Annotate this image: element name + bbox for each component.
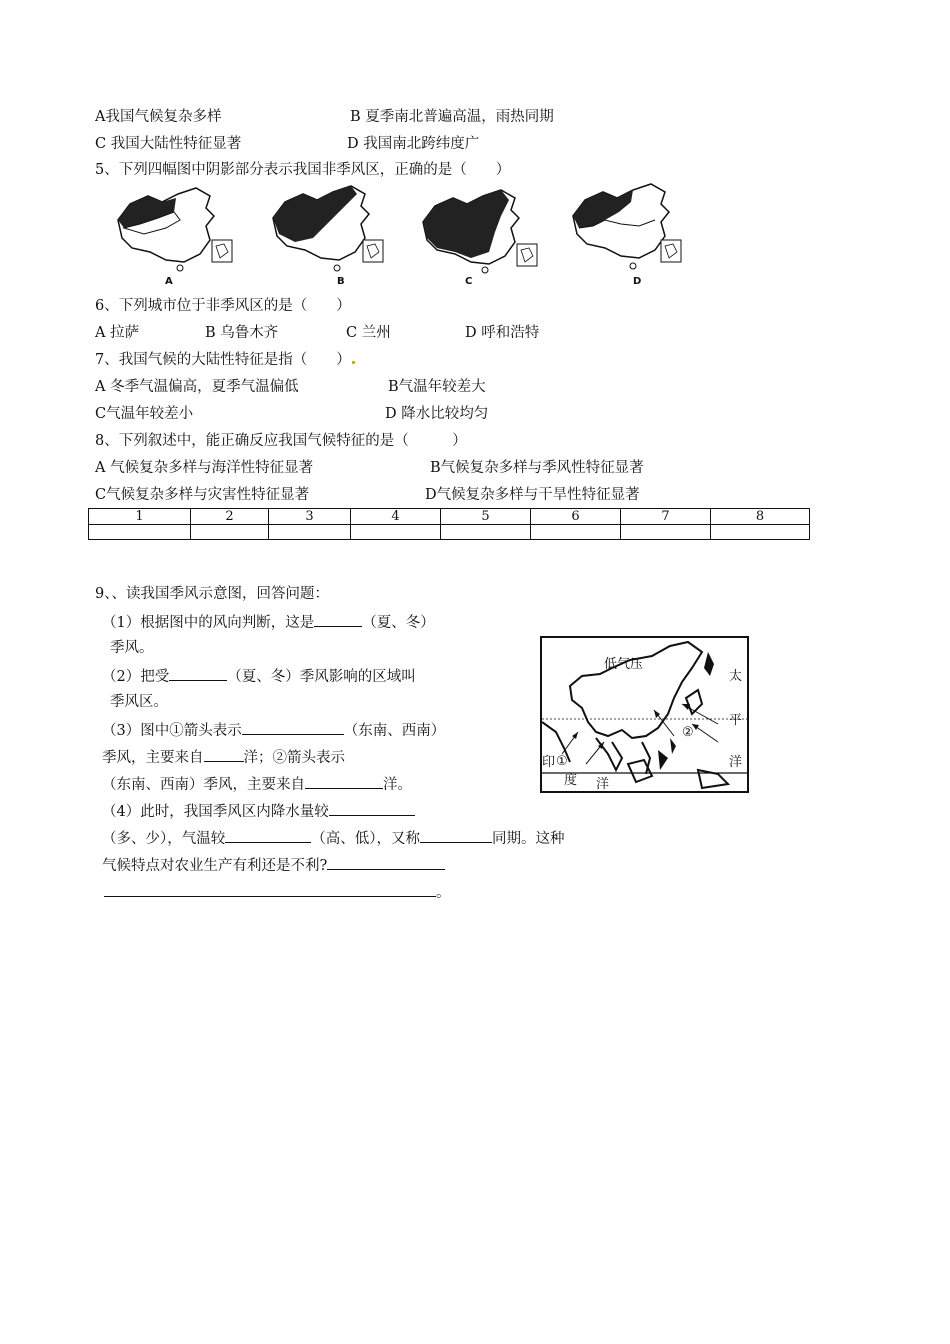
q9-text: 洋。	[383, 777, 412, 793]
q4-option-a: A我国气候复杂多样	[95, 109, 222, 125]
q9-text: 气候特点对农业生产有利还是不利?	[102, 858, 328, 874]
map-label-a: A	[165, 276, 173, 287]
monsoon-map	[540, 636, 749, 793]
answer-cell[interactable]	[269, 525, 351, 540]
map-option-d[interactable]	[565, 182, 695, 287]
map-label-c: C	[465, 276, 473, 287]
answer-header: 7	[621, 509, 711, 525]
answer-table	[88, 508, 810, 540]
answer-table-header-row	[89, 509, 810, 525]
q7-option-c: C气温年较差小	[95, 406, 194, 422]
q7-option-d: D 降水比较均匀	[385, 406, 489, 422]
q9-text: 季风，主要来自	[102, 750, 204, 766]
answer-cell[interactable]	[531, 525, 621, 540]
answer-blank[interactable]	[327, 854, 445, 870]
answer-blank[interactable]	[169, 665, 227, 681]
china-map-icon	[110, 182, 240, 277]
q9-part1-line1	[102, 611, 435, 633]
q9-part4-line1	[102, 800, 415, 822]
q9-stem: 9、、读我国季风示意图，回答问题：	[95, 586, 329, 602]
q9-text: （3）图中①箭头表示	[102, 723, 242, 739]
answer-blank[interactable]	[314, 611, 362, 627]
q8-stem: 8、下列叙述中，能正确反应我国气候特征的是（ ）	[95, 433, 467, 449]
q9-text: （2）把受	[102, 669, 170, 685]
q9-text: 同期。这种	[492, 831, 565, 847]
q9-text: （4）此时，我国季风区内降水量较	[102, 804, 329, 820]
answer-blank[interactable]	[242, 719, 344, 735]
answer-blank[interactable]	[305, 773, 383, 789]
map-label-b: B	[337, 276, 345, 287]
answer-cell[interactable]	[351, 525, 441, 540]
q9-part4-line4	[104, 881, 451, 903]
answer-blank[interactable]	[204, 746, 244, 762]
q9-part2-line1	[102, 665, 416, 687]
answer-header: 4	[351, 509, 441, 525]
q9-part3-line2	[102, 746, 345, 768]
q9-text: （多、少），气温较	[102, 831, 226, 847]
answer-cell[interactable]	[441, 525, 531, 540]
q7-stem	[95, 350, 356, 370]
china-map-icon	[265, 182, 395, 277]
q9-text: （东南、西南）	[343, 723, 446, 739]
answer-cell[interactable]	[711, 525, 810, 540]
q9-text: （东南、西南）季风，主要来自	[102, 777, 305, 793]
q6-option-c: C 兰州	[346, 325, 391, 341]
answer-cell[interactable]	[191, 525, 269, 540]
q6-stem: 6、下列城市位于非季风区的是（ ）	[95, 298, 351, 314]
q9-part4-line2	[102, 827, 565, 849]
indian-label-2: 度	[564, 773, 578, 788]
arrow-2-label: ②	[682, 725, 694, 740]
answer-header: 5	[441, 509, 531, 525]
low-pressure-label: 低气压	[604, 657, 644, 672]
map-option-b[interactable]	[265, 182, 395, 287]
answer-header: 1	[89, 509, 191, 525]
q9-part3-line1	[102, 719, 445, 741]
q5-stem: 5、下列四幅图中阴影部分表示我国非季风区，正确的是（ ）	[95, 162, 511, 178]
q7-stem-text: 7、我国气候的大陆性特征是指（ ）	[95, 352, 351, 368]
map-option-a[interactable]	[110, 182, 240, 287]
indian-label-3: 洋	[596, 777, 610, 792]
indian-label-1: 印	[542, 755, 556, 770]
q8-option-a: A 气候复杂多样与海洋性特征显著	[95, 460, 314, 476]
q6-option-a: A 拉萨	[95, 325, 140, 341]
q7-option-a: A 冬季气温偏高，夏季气温偏低	[95, 379, 299, 395]
q8-option-b: B气候复杂多样与季风性特征显著	[430, 460, 644, 476]
q4-option-c: C 我国大陆性特征显著	[95, 136, 242, 152]
q9-part2-line2: 季风区。	[110, 694, 168, 710]
mark-dot	[352, 361, 355, 364]
arrow-1-label: ①	[556, 754, 568, 769]
answer-blank[interactable]	[104, 881, 436, 897]
answer-table-answer-row	[89, 525, 810, 540]
answer-blank[interactable]	[329, 800, 415, 816]
china-map-icon	[415, 182, 545, 277]
q8-option-d: D气候复杂多样与干旱性特征显著	[425, 487, 640, 503]
pacific-label-1: 太	[729, 669, 743, 684]
answer-blank[interactable]	[225, 827, 311, 843]
q9-part1-line2: 季风。	[110, 640, 154, 656]
q9-text: （1）根据图中的风向判断，这是	[102, 615, 315, 631]
q8-option-c: C气候复杂多样与灾害性特征显著	[95, 487, 310, 503]
answer-header: 8	[711, 509, 810, 525]
answer-cell[interactable]	[89, 525, 191, 540]
q4-option-b: B 夏季南北普遍高温，雨热同期	[350, 109, 554, 125]
q9-text: （夏、冬）季风影响的区域叫	[227, 669, 416, 685]
q9-part3-line3	[102, 773, 412, 795]
q9-text: （高、低），又称	[311, 831, 420, 847]
pacific-label-2: 平	[729, 713, 743, 728]
q7-option-b: B气温年较差大	[388, 379, 486, 395]
q6-option-b: B 乌鲁木齐	[205, 325, 279, 341]
pacific-label-3: 洋	[729, 755, 743, 770]
answer-header: 6	[531, 509, 621, 525]
q9-text: 洋；②箭头表示	[243, 750, 345, 766]
asia-coastline-icon	[542, 638, 747, 791]
q9-part4-line3	[102, 854, 445, 876]
q6-option-d: D 呼和浩特	[465, 325, 540, 341]
answer-cell[interactable]	[621, 525, 711, 540]
map-label-d: D	[633, 276, 642, 287]
q5-maps	[110, 182, 700, 290]
q9-text: （夏、冬）	[362, 615, 435, 631]
q4-option-d: D 我国南北跨纬度广	[347, 136, 480, 152]
answer-header: 2	[191, 509, 269, 525]
q9-text: 。	[436, 885, 451, 901]
answer-header: 3	[269, 509, 351, 525]
answer-blank[interactable]	[420, 827, 492, 843]
china-map-icon	[565, 182, 695, 277]
map-option-c[interactable]	[415, 182, 545, 287]
